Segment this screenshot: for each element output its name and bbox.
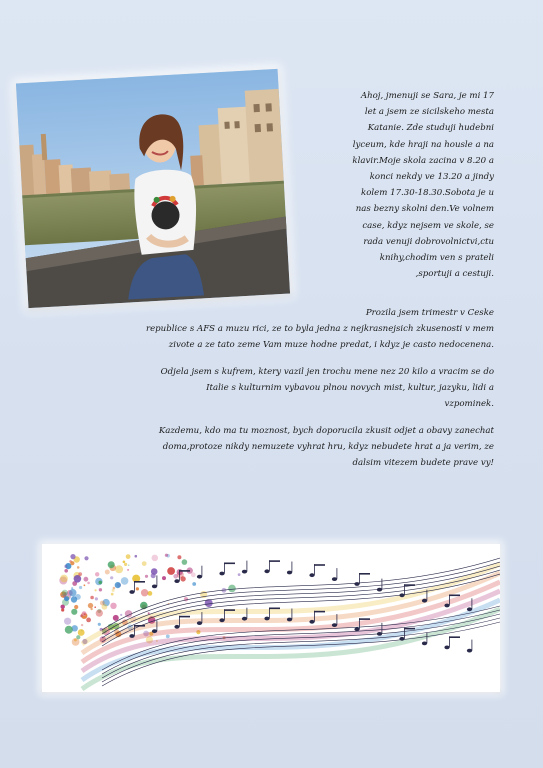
music-note-beam [314, 564, 325, 566]
music-note-stem [269, 560, 270, 571]
music-note-stem [157, 575, 158, 586]
paragraph-line: vzpominek. [444, 399, 494, 410]
music-note [332, 623, 337, 627]
music-note-stem [449, 595, 450, 606]
music-note [129, 634, 134, 638]
paint-splash [184, 597, 188, 601]
music-note-stem [382, 579, 383, 590]
paint-splash [152, 555, 159, 562]
paint-splash [105, 570, 110, 575]
paragraph-line: Prozila jsem trimestr v Ceske [365, 308, 494, 318]
paint-splash [165, 554, 168, 557]
paint-splash [74, 605, 78, 609]
paint-splash [110, 576, 113, 579]
paint-splash [95, 589, 97, 591]
music-note [152, 585, 157, 589]
paint-splash [111, 593, 114, 596]
intro-line: nas bezny skolni den.Ve volnem [355, 204, 494, 215]
music-note [242, 570, 247, 574]
paint-splash [99, 581, 103, 585]
music-note-beam [134, 625, 145, 627]
music-note-stem [202, 566, 203, 577]
music-notes-banner [42, 544, 500, 692]
paint-splash [86, 618, 91, 623]
paint-splash [69, 589, 76, 596]
music-note-beam [404, 628, 415, 630]
paint-splash [135, 555, 138, 558]
paint-splash [162, 576, 166, 580]
paint-splash [77, 566, 80, 569]
paint-splash [182, 559, 188, 565]
music-note-beam [449, 636, 460, 638]
paint-splash [238, 573, 241, 576]
paint-splash [113, 587, 116, 590]
paint-splash [167, 567, 175, 575]
music-note-stem [134, 581, 135, 592]
music-note [152, 629, 157, 633]
music-notes-illustration [42, 544, 500, 692]
music-note-stem [427, 632, 428, 643]
paint-splash [96, 610, 103, 617]
music-note [197, 621, 202, 625]
music-note-beam [134, 581, 145, 583]
music-note [332, 577, 337, 581]
paint-splash [151, 573, 156, 578]
paint-splash [177, 555, 181, 559]
music-note-stem [359, 618, 360, 629]
paint-splash [81, 624, 83, 626]
music-note-stem [382, 623, 383, 634]
paint-splash [123, 561, 126, 564]
music-note [309, 620, 314, 624]
paint-splash [87, 582, 90, 585]
music-note [219, 618, 224, 622]
paint-splash [192, 582, 196, 586]
music-note-stem [179, 570, 180, 581]
paint-splash [110, 603, 116, 609]
paint-splash [127, 569, 129, 571]
music-note-stem [247, 561, 248, 572]
music-note-stem [247, 608, 248, 619]
paragraph-recommendation [36, 423, 494, 472]
music-note-beam [269, 560, 280, 562]
intro-line: knihy,chodim ven s prateli [379, 253, 494, 264]
paragraph-line: zivote a ze tato zeme Vam muze hodne predat, i kdyz je casto nedocenena. [168, 340, 494, 351]
music-note [219, 572, 224, 576]
music-note-stem [292, 562, 293, 573]
music-note-beam [224, 563, 235, 565]
paint-splash [94, 606, 96, 608]
paint-splash [64, 565, 67, 568]
music-note-stem [449, 636, 450, 647]
paint-splash [126, 554, 131, 559]
paint-splash [84, 584, 86, 586]
paint-splash [124, 563, 127, 566]
paint-splash [90, 608, 92, 610]
paint-splash [61, 595, 63, 597]
music-note-stem [179, 616, 180, 627]
paint-splash [78, 629, 85, 636]
paint-splash [75, 594, 81, 600]
music-note [287, 618, 292, 622]
paint-splash [95, 572, 99, 576]
music-note [422, 642, 427, 646]
paint-splash [84, 556, 88, 560]
paint-splash [70, 554, 75, 559]
paint-splash [145, 575, 148, 578]
music-note [377, 588, 382, 592]
music-note [467, 649, 472, 653]
music-note-stem [404, 584, 405, 595]
paint-splash [62, 590, 68, 596]
paint-splash [90, 596, 94, 600]
paint-splash [84, 577, 89, 582]
paint-splash [65, 626, 73, 634]
paint-splash [141, 589, 148, 596]
music-note [129, 590, 134, 594]
music-note-stem [202, 612, 203, 623]
paint-splash [74, 575, 82, 583]
music-note-stem [337, 614, 338, 625]
music-note-beam [359, 573, 370, 575]
paint-splash [80, 615, 83, 618]
paint-splash [71, 587, 73, 589]
music-note [354, 627, 359, 631]
paint-splash [88, 603, 93, 608]
music-note-stem [134, 625, 135, 636]
paint-splash [166, 635, 170, 639]
music-note [399, 637, 404, 641]
intro-line: case, kdyz nejsem ve skole, se [362, 220, 494, 231]
paint-splash [115, 565, 123, 573]
paint-splash [95, 597, 98, 600]
paint-splash [79, 586, 82, 589]
intro-line: klavir.Moje skola zacina v 8.20 a [352, 155, 494, 166]
paint-splash [64, 569, 68, 573]
music-note [242, 617, 247, 621]
music-note-stem [472, 640, 473, 651]
music-note [287, 571, 292, 575]
music-note [354, 582, 359, 586]
paragraph-line: dalsim vitezem budete prave vy! [352, 458, 494, 469]
music-note [174, 579, 179, 583]
music-note [174, 625, 179, 629]
intro-line: Ahoj, jmenuji se Sara, je mi 17 [360, 91, 494, 101]
intro-text [300, 88, 494, 282]
intro-line: let a jsem ze sicilskeho mesta [364, 107, 494, 118]
music-note [264, 617, 269, 621]
music-note-stem [292, 609, 293, 620]
paint-splash [84, 613, 86, 615]
paint-splash [115, 582, 121, 588]
profile-photo [16, 69, 290, 308]
paint-splash [120, 614, 122, 616]
paragraph-line: doma,protoze nikdy nemuzete vyhrat hru, kdyz nebudete hrat a ja verim, ze [162, 442, 494, 453]
music-note [309, 573, 314, 577]
music-note [444, 646, 449, 650]
paint-splash [64, 618, 71, 625]
music-note-beam [359, 618, 370, 620]
paint-splash [136, 587, 139, 590]
music-note-stem [224, 563, 225, 574]
music-note-stem [427, 590, 428, 601]
paint-splash [228, 585, 236, 593]
paint-splash [173, 574, 178, 579]
paint-splash [61, 608, 64, 611]
music-note-stem [472, 598, 473, 609]
music-note-stem [404, 628, 405, 639]
music-note-beam [269, 608, 280, 610]
music-note-stem [269, 608, 270, 619]
music-note-beam [179, 616, 190, 618]
music-note-stem [359, 573, 360, 584]
music-note [467, 607, 472, 611]
paint-splash [148, 612, 150, 614]
paint-splash [71, 609, 77, 615]
paint-splash [128, 564, 130, 566]
paragraph-line: Italie s kulturnim vybavou plnou novych mist, kultur, jazyku, lidi a [206, 383, 494, 394]
intro-line: konci nekdy ve 13.20 a jindy [369, 172, 494, 183]
paint-splash [76, 635, 80, 639]
music-note-stem [157, 620, 158, 631]
photo-illustration [16, 69, 290, 308]
music-note-beam [179, 570, 190, 572]
paragraph-afs-experience [36, 305, 494, 354]
paint-splash [108, 561, 115, 568]
music-note-beam [314, 611, 325, 613]
paint-splash [100, 601, 105, 606]
paint-splash [78, 572, 82, 576]
paint-splash [64, 596, 69, 601]
music-note [197, 575, 202, 579]
paint-splash [113, 615, 119, 621]
intro-line: Katanie. Zde studuji hudebni [367, 123, 494, 134]
paint-splash [112, 589, 115, 592]
paragraph-line: Kazdemu, kdo ma tu moznost, bych doporucila zkusit odjet a obavy zanechat [158, 426, 494, 436]
music-note [444, 604, 449, 608]
intro-line: ,sportuji a cestuji. [415, 269, 494, 280]
music-note-stem [337, 568, 338, 579]
paint-splash [180, 576, 185, 581]
music-note [422, 599, 427, 603]
music-note [264, 569, 269, 573]
music-note [399, 593, 404, 597]
music-note-beam [224, 609, 235, 611]
paragraph-suitcase [36, 364, 494, 413]
intro-line: lyceum, kde hraji na housle a na [352, 139, 494, 150]
music-note-stem [224, 609, 225, 620]
music-note [377, 632, 382, 636]
paint-splash [121, 577, 129, 585]
music-note-stem [314, 611, 315, 622]
paint-splash [99, 588, 102, 591]
paragraph-line: Odjela jsem s kufrem, ktery vazil jen trochu mene nez 20 kilo a vracim se do [160, 367, 494, 377]
paint-splash [191, 572, 196, 577]
paint-splash [60, 575, 68, 583]
paragraph-line: republice s AFS a muzu rici, ze to byla jedna z nejkrasnejsich zkusenosti v mem [145, 324, 494, 335]
music-note-beam [404, 584, 415, 586]
paint-splash [98, 623, 101, 626]
paint-splash [142, 561, 147, 566]
music-note-stem [314, 564, 315, 575]
intro-line: rada venuji dobrovolnictvi,ctu [363, 236, 494, 247]
intro-line: kolem 17.30-18.30.Sobota je u [361, 188, 494, 199]
paint-splash [70, 561, 74, 565]
music-note-beam [449, 595, 460, 597]
